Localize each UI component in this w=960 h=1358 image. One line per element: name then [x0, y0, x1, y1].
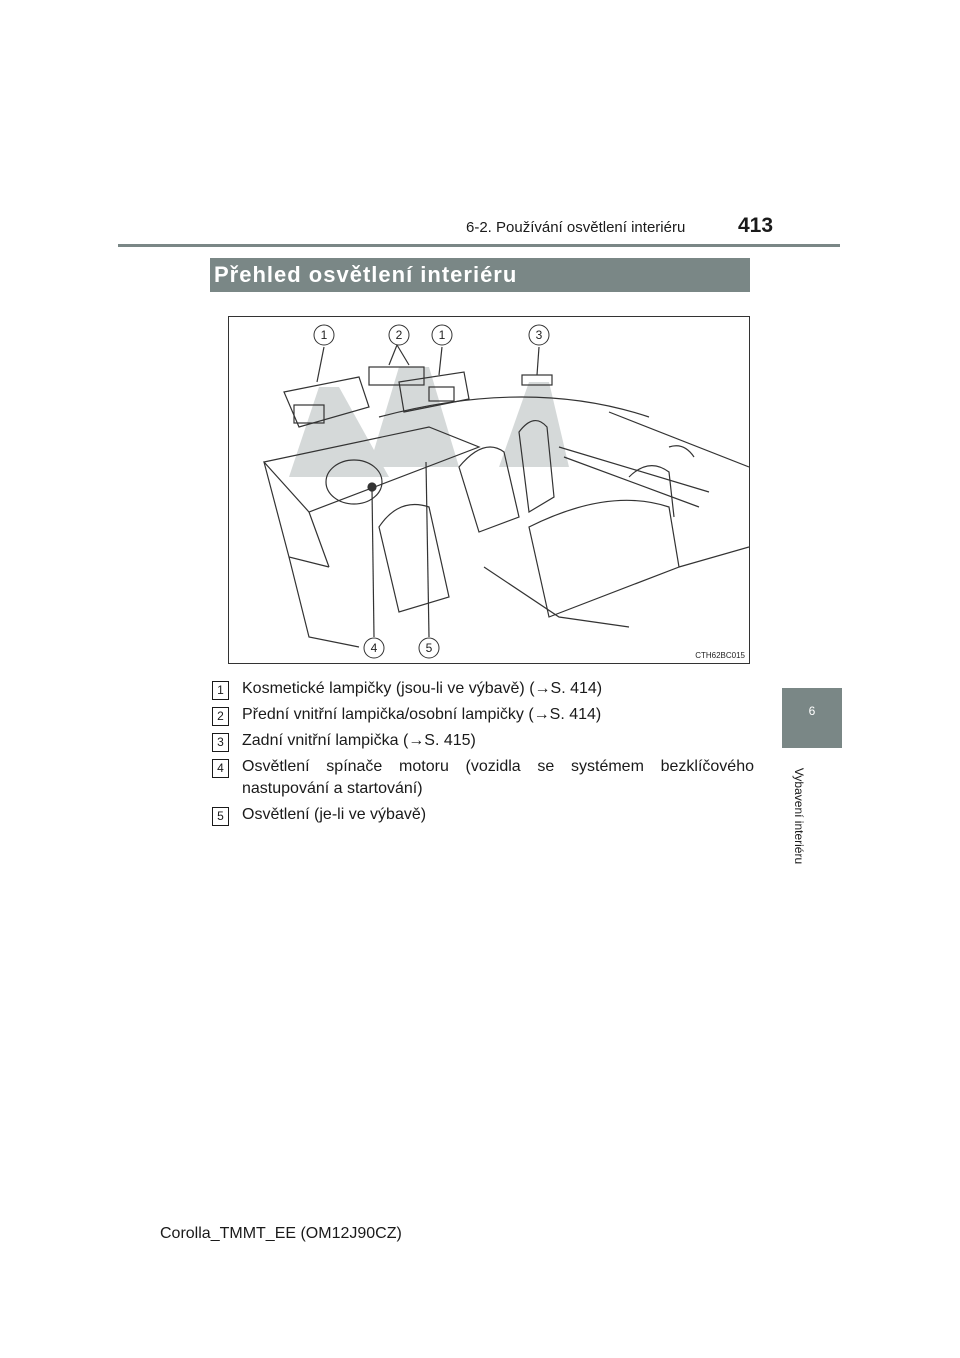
running-header-section: 6-2. Používání osvětlení interiéru [466, 219, 686, 236]
callout-2: 2 [395, 328, 403, 342]
car-interior-illustration [229, 317, 749, 663]
chapter-tab [782, 688, 842, 748]
chapter-title-text: Vybavení interiéru [792, 767, 806, 865]
callout-4: 4 [370, 641, 378, 655]
item-text: Kosmetické lampičky (jsou-li ve výbavě) (→S. 414) [242, 680, 603, 697]
item-number-badge: 2 [212, 707, 229, 726]
interior-lights-figure [228, 316, 750, 664]
item-text: Zadní vnitřní lampička (→S. 415) [242, 732, 476, 749]
section-title: Přehled osvětlení interiéru [214, 262, 518, 287]
figure-code: CTH62BC015 [695, 651, 745, 660]
item-number-badge: 1 [212, 681, 229, 700]
callout-1b: 1 [438, 328, 446, 342]
chapter-number: 6 [808, 704, 816, 718]
item-number-badge: 5 [212, 807, 229, 826]
page-number: 413 [738, 214, 774, 237]
callout-3: 3 [535, 328, 543, 342]
footer-document-id: Corolla_TMMT_EE (OM12J90CZ) [160, 1225, 402, 1242]
header-divider [118, 244, 840, 247]
item-text: Přední vnitřní lampička/osobní lampičky (→S. 414) [242, 706, 602, 723]
callout-5: 5 [425, 641, 433, 655]
item-number-badge: 4 [212, 759, 229, 778]
item-text: Osvětlení (je-li ve výbavě) [242, 806, 427, 823]
item-number-badge: 3 [212, 733, 229, 752]
item-text: Osvětlení spínače motoru (vozidla se systémem bezklíčového nastupování a startování) [242, 758, 754, 797]
section-title-bar [210, 258, 750, 292]
figure-callouts [314, 325, 549, 658]
callout-1a: 1 [320, 328, 328, 342]
chapter-title [792, 754, 808, 884]
